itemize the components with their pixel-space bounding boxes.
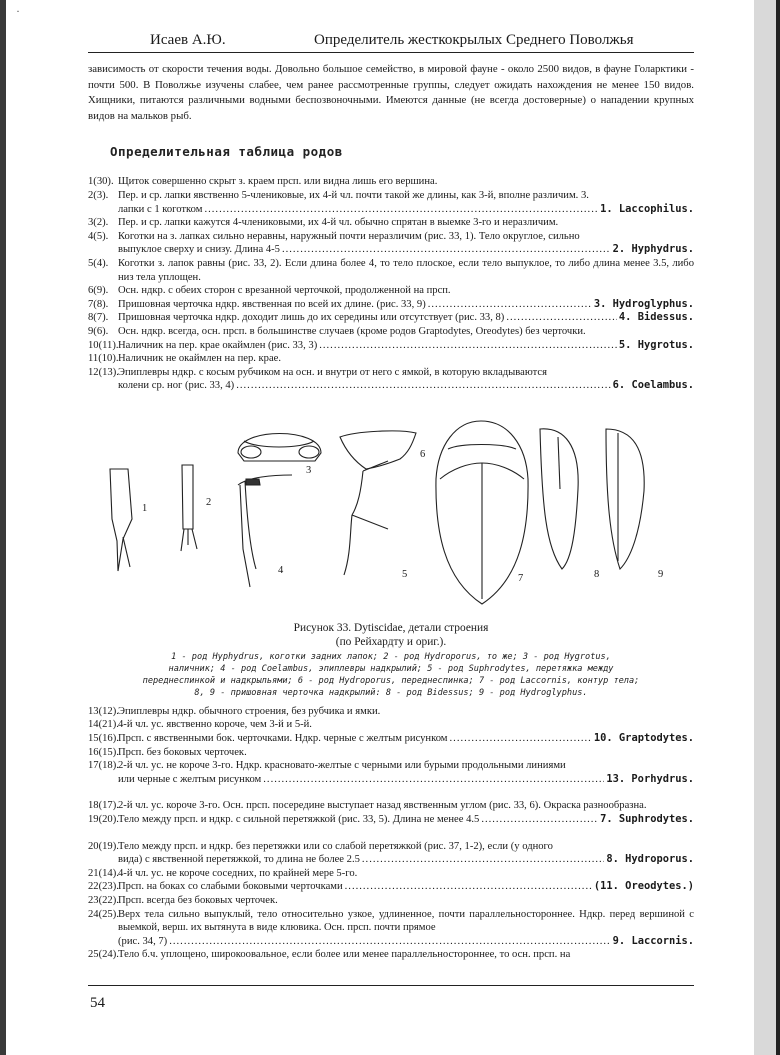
key-entry-conclusion	[118, 853, 694, 867]
header-author: Исаев А.Ю.	[150, 32, 226, 48]
key-entry-text: Верх тела сильно выпуклый, тело относительно узкое, удлиненное, почти параллельностороннее. Ндкр. перед вершиной с выемкой, верш. их вытянута в виде клювика. Осн. прсп. почти прямое	[118, 908, 694, 934]
key-entry-number: 1(30).	[88, 176, 114, 188]
key-entry	[88, 948, 694, 962]
key-entry-tail-text: Тело между прсп. и ндкр. с сильной перетяжкой (рис. 33, 5). Длина не менее 4.5	[118, 814, 480, 826]
key-entry-text: Прсп. без боковых черточек.	[118, 746, 247, 758]
key-entry-number: 17(18).	[88, 760, 119, 772]
key-entry	[88, 759, 694, 786]
drawing-1-hyphydrus-claws	[110, 469, 132, 571]
key-entry	[88, 284, 694, 298]
key-entry-text: Коготки з. лапок равны (рис. 33, 2). Если длина более 4, то тело плоское, если тело выпуклое, то либо длина менее 3.5, либо низ тела уплощен.	[118, 257, 694, 283]
page-number: 54	[90, 995, 105, 1011]
key-entry	[88, 867, 694, 881]
genus-result: 9. Laccornis.	[612, 934, 694, 947]
key-entry-tail-text: Прсп. на боках со слабыми боковыми черточками	[118, 881, 343, 893]
key-entry-text: Пер. и ср. лапки явственно 5-члениковые, их 4-й чл. почти такой же длины, как 3-й, вполне различим. 3.	[118, 189, 589, 201]
key-entry-text: Коготки на з. лапках сильно неравны, наружный почти неразличим (рис. 33, 1). Тело округлое, сильно	[118, 230, 580, 242]
key-entry	[88, 352, 694, 366]
identification-key-part1	[88, 175, 694, 393]
key-entry-conclusion	[118, 773, 694, 787]
key-entry-number: 12(13).	[88, 366, 119, 378]
key-entry	[88, 732, 694, 746]
key-entry-conclusion	[118, 880, 694, 894]
drawing-4-coelambus-epipleura	[238, 475, 292, 587]
legend-line-3: переднеспинкой и надкрыльями; 6 - род Hydroporus, переднеспинка; 7 - род Laccornis, контур тела;	[142, 675, 640, 686]
key-entry-number: 3(2).	[88, 217, 109, 229]
key-entry	[88, 230, 694, 257]
key-entry-text: Прсп. всегда без боковых черточек.	[118, 895, 278, 906]
legend-line-2: наличник; 4 - род Coelambus, эпиплевры надкрылий; 5 - род Suphrodytes, перетяжка между	[168, 663, 614, 674]
drawing-9-hydroglyphus-elytron	[606, 429, 644, 569]
dot-leader	[169, 935, 610, 949]
key-entry-number: 4(5).	[88, 230, 109, 242]
genus-result: 1. Laccophilus.	[600, 202, 694, 215]
genus-result: 2. Hyphydrus.	[612, 243, 694, 256]
key-entry-text: Осн. ндкр. с обеих сторон с врезанной черточкой, продолженной на прсп.	[118, 285, 451, 297]
key-entry-tail-text: Пришовная черточка ндкр. явственная по всей их длине. (рис. 33, 9)	[118, 298, 426, 310]
key-entry-number: 5(4).	[88, 257, 109, 269]
running-header	[88, 30, 694, 53]
key-entry-number: 23(22).	[88, 895, 119, 906]
drawing-6-hydroporus-pronotum	[340, 431, 416, 469]
key-entry-conclusion	[118, 813, 694, 827]
key-entry-tail-text: или черные с желтым рисунком	[118, 773, 262, 785]
caption-line-1: Рисунок 33. Dytiscidae, детали строения	[293, 621, 489, 634]
key-gap	[88, 827, 694, 840]
key-entry	[88, 339, 694, 353]
genus-result: 7. Suphrodytes.	[600, 813, 694, 826]
dot-leader	[506, 311, 617, 325]
figure-label-6: 6	[420, 448, 426, 460]
key-entry-conclusion	[118, 311, 694, 325]
key-entry-conclusion	[118, 732, 694, 746]
scan-edge-left	[0, 0, 6, 1055]
key-entry-text: 2-й чл. ус. короче 3-го. Осн. прсп. посередине выступает назад явственным углом (рис. 33, 6). Окраска разнообразна.	[118, 800, 647, 812]
key-entry	[88, 813, 694, 827]
dot-leader	[263, 773, 604, 787]
intro-paragraph: зависимость от скорости течения воды. Довольно большое семейство, в мировой фауне - около 2500 видов, в фауне Голарктики - почти 500. В Поволжье изучены слабее, чем ранее рассмотренные группы, следует ожидать нахождения не менее 150 видов. Хищники, питаются различными водными беспозвоночными. Имеются данные (не всегда достоверные) о нападении крупных видов на мальков рыб.	[88, 63, 694, 122]
dot-leader	[362, 853, 605, 867]
genus-result: 13. Porhydrus.	[606, 772, 694, 785]
figure-label-8: 8	[594, 568, 600, 580]
key-entry	[88, 298, 694, 312]
key-entry-text: 4-й чл. ус. не короче соседних, по крайней мере 5-го.	[118, 867, 358, 879]
key-entry-text: Осн. ндкр. всегда, осн. прсп. в большинстве случаев (кроме родов Graptodytes, Oreodytes) без черточки.	[118, 325, 586, 337]
key-entry-number: 13(12).	[88, 705, 119, 717]
key-entry-number: 18(17).	[88, 800, 119, 812]
key-entry	[88, 325, 694, 339]
scan-edge-right-dark	[776, 0, 780, 1055]
legend-line-4: 8, 9 - пришовная черточка надкрылий: 8 - род Bidessus; 9 - род Hydroglyphus.	[194, 687, 588, 698]
key-entry-conclusion	[118, 203, 694, 217]
document-page	[88, 30, 694, 962]
key-gap	[88, 786, 694, 799]
key-entry-number: 8(7).	[88, 312, 109, 324]
key-entry-text: Эпиплевры ндкр. обычного строения, без рубчика и ямки.	[118, 705, 381, 717]
figure-legend	[88, 651, 694, 699]
figure-label-5: 5	[402, 568, 408, 580]
key-entry-tail-text: Наличник на пер. крае окаймлен (рис. 33, 3)	[118, 339, 318, 351]
key-entry	[88, 189, 694, 216]
genus-result: 8. Hydroporus.	[606, 853, 694, 866]
key-entry-number: 15(16).	[88, 733, 119, 745]
key-entry-tail-text: вида) с явственной перетяжкой, то длина не более 2.5	[118, 854, 360, 866]
key-entry	[88, 311, 694, 325]
dot-leader	[282, 243, 611, 257]
caption-line-2: (по Рейхардту и ориг.).	[335, 635, 447, 648]
key-entry-tail-text: выпуклое сверху и снизу. Длина 4-5	[118, 244, 280, 256]
key-entry-text: Пер. и ср. лапки кажутся 4-члениковыми, их 4-й чл. обычно спрятан в выемке 3-го и неразличим.	[118, 217, 559, 229]
key-entry-number: 9(6).	[88, 325, 109, 337]
figure-caption	[88, 621, 694, 649]
key-entry-conclusion	[118, 379, 694, 393]
genus-result: 6. Coelambus.	[612, 379, 694, 392]
key-entry-text: 2-й чл. ус. не короче 3-го. Ндкр. красновато-желтые с черными или бурыми продольными линиями	[118, 760, 566, 772]
drawing-8-bidessus-elytron	[540, 429, 578, 569]
key-entry-number: 2(3).	[88, 189, 109, 201]
key-entry-number: 14(21).	[88, 719, 119, 731]
key-entry	[88, 718, 694, 732]
figure-drawing	[88, 419, 694, 615]
key-entry	[88, 257, 694, 284]
figure-label-7: 7	[518, 572, 524, 584]
key-entry-text: Наличник не окаймлен на пер. крае.	[118, 353, 282, 365]
section-title: Определительная таблица родов	[110, 144, 343, 160]
figure-label-3: 3	[306, 464, 312, 476]
key-entry	[88, 840, 694, 867]
key-entry-conclusion	[118, 298, 694, 312]
dot-leader	[428, 298, 592, 312]
key-entry-tail-text: (рис. 34, 7)	[118, 935, 168, 947]
header-book-title: Определитель жесткокрылых Среднего Поволжья	[314, 32, 634, 48]
key-entry	[88, 366, 694, 393]
key-entry-number: 6(9).	[88, 285, 109, 297]
dot-leader	[236, 379, 610, 393]
key-entry	[88, 894, 694, 908]
figure-33	[88, 419, 694, 615]
key-entry	[88, 175, 694, 189]
key-entry-number: 16(15).	[88, 746, 119, 758]
legend-line-1: 1 - род Hyphydrus, коготки задних лапок; 2 - род Hydroporus, то же; 3 - род Hygrotus,	[171, 651, 611, 662]
key-entry-number: 7(8).	[88, 298, 109, 310]
figure-label-9: 9	[658, 568, 664, 580]
key-entry	[88, 880, 694, 894]
drawing-7-laccornis-body	[436, 421, 528, 604]
key-entry-number: 22(23).	[88, 881, 119, 893]
key-entry-number: 25(24).	[88, 949, 119, 961]
corner-mark: ·	[16, 4, 20, 18]
drawing-3-hygrotus-clypeus	[238, 433, 321, 461]
key-entry-text: Щиток совершенно скрыт з. краем прсп. или видна лишь его вершина.	[118, 176, 438, 188]
genus-result: 10. Graptodytes.	[593, 732, 694, 745]
key-entry-number: 21(14).	[88, 867, 119, 879]
key-entry-number: 24(25).	[88, 908, 119, 920]
dot-leader	[204, 203, 598, 217]
figure-label-1: 1	[142, 502, 148, 514]
key-entry	[88, 705, 694, 719]
key-entry-tail-text: Прсп. с явственными бок. черточками. Ндкр. черные с желтым рисунком	[118, 733, 448, 745]
key-entry-text: Эпиплевры ндкр. с косым рубчиком на осн. и внутри от него с ямкой, в которую вкладываются	[118, 366, 547, 378]
key-entry-text: Тело б.ч. уплощено, широкоовальное, если более или менее параллельностороннее, то осн. прсп. на	[118, 949, 571, 961]
drawing-5-suphrodytes-constriction	[344, 461, 388, 575]
dot-leader	[481, 813, 598, 827]
dot-leader	[450, 732, 592, 746]
dot-leader	[345, 880, 592, 894]
key-entry-text: 4-й чл. ус. явственно короче, чем 3-й и 5-й.	[118, 719, 312, 731]
key-entry	[88, 216, 694, 230]
genus-result: 3. Hydroglyphus.	[593, 297, 694, 310]
genus-result: 5. Hygrotus.	[618, 338, 694, 351]
key-entry	[88, 908, 694, 949]
key-entry-number: 10(11).	[88, 339, 119, 351]
key-entry-number: 19(20).	[88, 814, 119, 826]
key-entry-conclusion	[118, 339, 694, 353]
figure-label-4: 4	[278, 564, 284, 576]
key-entry-number: 11(10).	[88, 353, 119, 365]
drawing-2-hydroporus-claws	[181, 465, 197, 551]
identification-key-part2	[88, 705, 694, 962]
key-entry-tail-text: колени ср. ног (рис. 33, 4)	[118, 380, 235, 392]
key-entry	[88, 746, 694, 760]
key-entry	[88, 799, 694, 813]
dot-leader	[319, 339, 617, 353]
footer-rule	[88, 985, 694, 986]
key-entry-conclusion	[118, 243, 694, 257]
genus-result: (11. Oreodytes.)	[593, 880, 694, 893]
figure-label-2: 2	[206, 496, 212, 508]
key-entry-number: 20(19).	[88, 840, 119, 852]
key-entry-text: Тело между прсп. и ндкр. без перетяжки или со слабой перетяжкой (рис. 37, 1-2), если (у одного	[118, 840, 553, 852]
key-entry-conclusion	[118, 935, 694, 949]
key-entry-tail-text: лапки с 1 коготком	[118, 203, 203, 215]
genus-result: 4. Bidessus.	[618, 311, 694, 324]
key-entry-tail-text: Пришовная черточка ндкр. доходит лишь до их середины или отсутствует (рис. 33, 8)	[118, 312, 505, 324]
